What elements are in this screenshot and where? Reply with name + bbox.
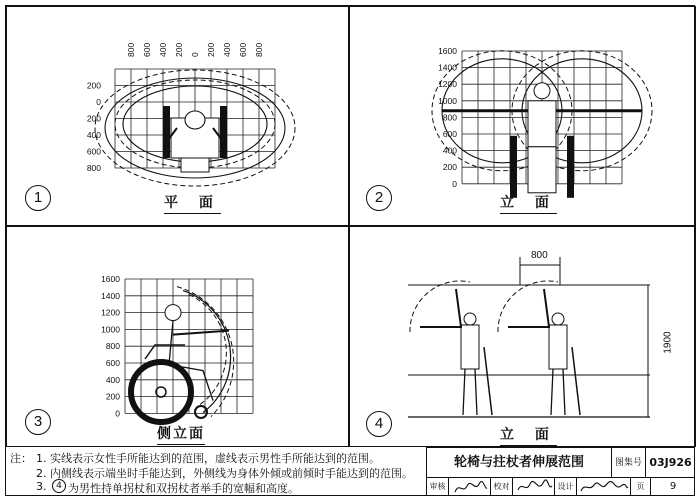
tick-label: 800 xyxy=(442,112,457,123)
head xyxy=(552,313,564,325)
raised-arm xyxy=(544,289,549,327)
review-label: 审核 xyxy=(427,478,449,496)
panel-title: 侧立面 xyxy=(157,423,205,445)
legs xyxy=(528,147,556,193)
tick-label: 400 xyxy=(442,145,457,156)
tick-label: 600 xyxy=(142,42,152,57)
head xyxy=(534,83,550,99)
title-block xyxy=(426,447,694,495)
chair-frame xyxy=(145,345,185,359)
tick-label: 600 xyxy=(105,358,120,368)
panel-crutch xyxy=(349,226,696,447)
tick-label: 600 xyxy=(442,129,457,139)
design-label: 设计 xyxy=(555,478,577,496)
tick-label: 400 xyxy=(86,130,101,140)
wheel xyxy=(510,136,517,198)
drawing-title: 轮椅与拄杖者伸展范围 xyxy=(427,448,612,478)
torso xyxy=(549,325,567,369)
note-line-3-prefix: 3. xyxy=(36,480,47,493)
tick-label: 600 xyxy=(238,42,248,57)
tick-label: 800 xyxy=(126,42,136,57)
panel-title: 立 面 xyxy=(500,424,557,446)
atlas-number: 03J926 xyxy=(646,448,695,478)
tick-label: 0 xyxy=(115,408,120,419)
tick-label: 1000 xyxy=(438,95,457,106)
tick-label: 600 xyxy=(86,146,101,157)
head xyxy=(185,111,205,129)
signature-icon xyxy=(577,478,631,496)
panel-title: 立 面 xyxy=(500,192,557,214)
wheel-hub xyxy=(156,387,166,397)
signature-icon xyxy=(449,478,491,496)
note-line-3: 为男性持单拐杖和双拐杖者举手的宽幅和高度。 xyxy=(68,482,299,495)
tick-label: 1600 xyxy=(101,274,120,284)
page-label: 页 xyxy=(631,478,651,496)
crutch-diagram xyxy=(350,227,696,447)
crutch xyxy=(484,347,492,415)
dim-width-label: 800 xyxy=(531,250,548,261)
tick-label: 1000 xyxy=(101,324,120,335)
panel-title: 平 面 xyxy=(164,192,221,214)
tick-label: 200 xyxy=(105,391,120,402)
panel-number: 1 xyxy=(25,185,51,211)
tick-label: 800 xyxy=(105,341,120,352)
check-signature xyxy=(513,478,555,496)
tick-label: 200 xyxy=(442,162,457,173)
torso xyxy=(461,325,479,369)
tick-label: 0 xyxy=(96,97,101,107)
tick-label: 400 xyxy=(105,374,120,385)
tick-label: 1400 xyxy=(438,62,457,73)
signature-icon xyxy=(513,478,555,496)
tick-label: 1200 xyxy=(101,307,120,318)
tick-label: 200 xyxy=(174,42,184,57)
head xyxy=(464,313,476,325)
note-line-1: 1. 实线表示女性手所能达到的范围，虚线表示男性手所能达到的范围。 xyxy=(36,452,380,465)
panel-number: 4 xyxy=(366,411,392,437)
tick-label: 0 xyxy=(452,178,457,189)
panel-elevation xyxy=(349,6,696,226)
legs xyxy=(551,369,565,415)
legs xyxy=(463,369,477,415)
wheel xyxy=(163,106,170,158)
tick-label: 1400 xyxy=(101,290,120,301)
check-label: 校对 xyxy=(491,478,513,496)
tick-label: 400 xyxy=(222,42,232,57)
tick-label: 200 xyxy=(86,80,101,91)
design-signature xyxy=(577,478,631,496)
note-line-2: 2. 内侧线表示端坐时手能达到，外侧线为身体外倾或前倾时手能达到的范围。 xyxy=(36,467,413,480)
panel-side xyxy=(6,226,349,447)
tick-label: 800 xyxy=(86,163,101,173)
tick-label: 1600 xyxy=(438,46,457,56)
raised-arm xyxy=(456,289,461,327)
notes-prefix: 注： xyxy=(10,452,32,465)
tick-label: 200 xyxy=(86,113,101,124)
panel-number: 2 xyxy=(366,185,392,211)
tick-label: 200 xyxy=(206,42,216,57)
tick-label: 400 xyxy=(158,42,168,57)
note-circled-number: 4 xyxy=(52,479,66,493)
panel-number: 3 xyxy=(25,409,51,435)
dim-height-label: 1900 xyxy=(662,331,674,354)
tick-label: 1200 xyxy=(438,79,457,90)
footrest xyxy=(181,158,209,172)
panel-plan xyxy=(6,6,349,226)
side-diagram xyxy=(7,227,349,447)
crutch xyxy=(572,347,580,415)
page-number: 9 xyxy=(669,481,677,492)
head xyxy=(165,305,181,321)
torso xyxy=(528,101,556,147)
drawing-sheet xyxy=(5,5,695,496)
wheel xyxy=(220,106,227,158)
tick-label: 0 xyxy=(190,52,200,57)
wheel xyxy=(567,136,574,198)
atlas-label: 图集号 xyxy=(612,448,646,478)
tick-label: 800 xyxy=(254,42,264,57)
review-signature xyxy=(449,478,491,496)
notes-area xyxy=(6,447,426,495)
